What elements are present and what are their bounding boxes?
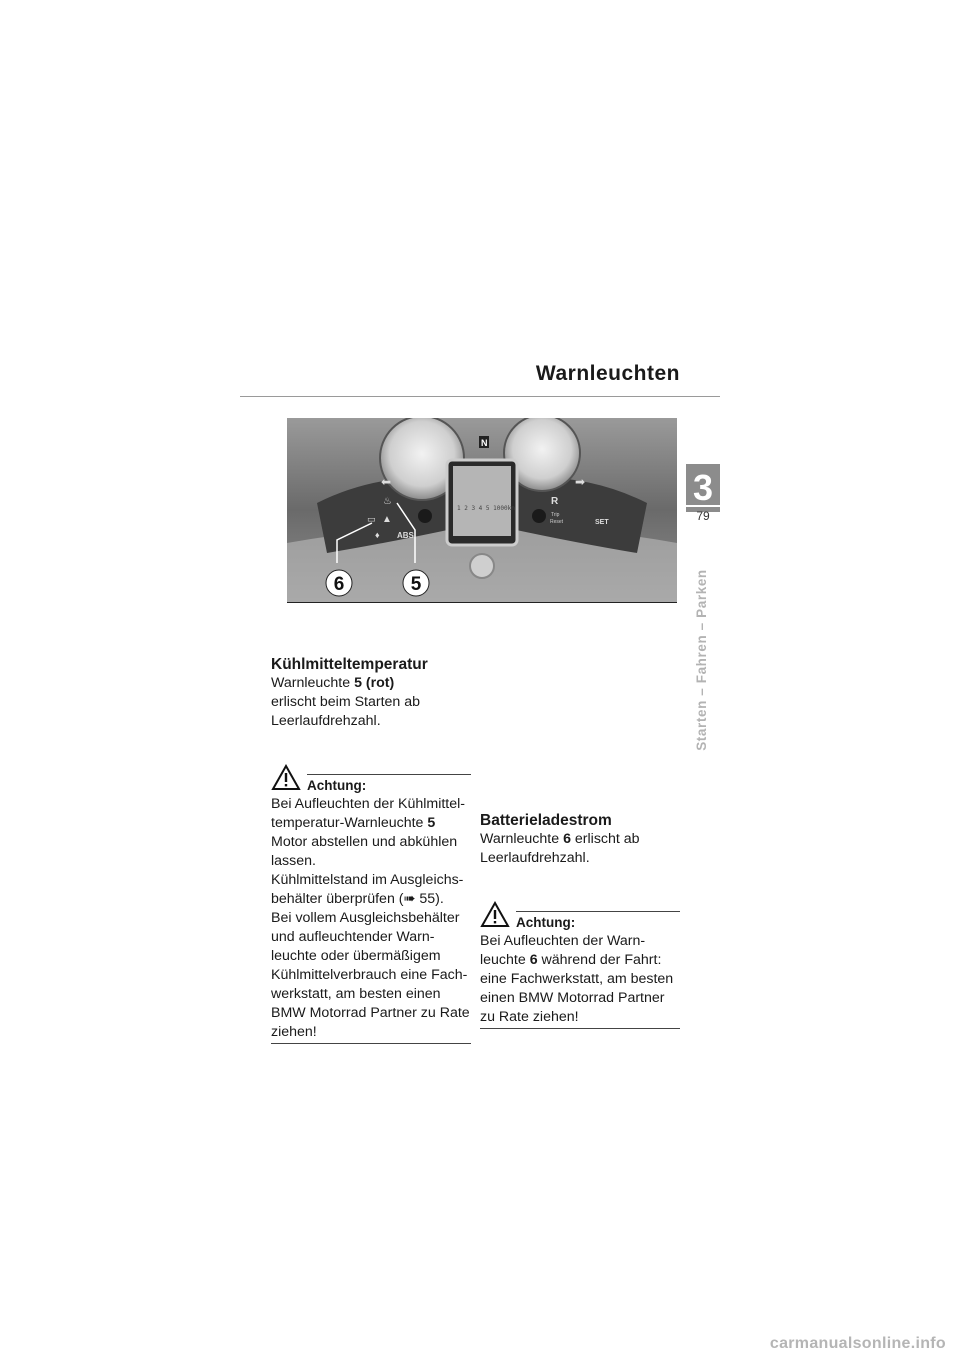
battery-warning-icon: ▭ [367,514,376,524]
warning-triangle-icon [480,901,510,928]
ignition-switch [470,554,494,578]
coolant-warning-text: temperatur-Warnleuchte [271,815,428,831]
battery-heading: Batterieladestrom [480,812,612,829]
coolant-warning-line: Kühlmittelverbrauch eine Fach- [271,967,468,983]
battery-intro-text: Warnleuchte [480,831,564,847]
coolant-intro-line1 [271,674,471,693]
coolant-intro-line2: erlischt beim Starten ab [271,694,421,710]
page-reference-arrow-icon[interactable]: ➠ [403,891,416,907]
trip-label: Trip [551,512,560,518]
coolant-warning-line [271,814,471,833]
coolant-warning-title: Achtung: [307,778,367,793]
battery-warning-line: Bei Aufleuchten der Warn- [480,933,646,949]
oil-warning-icon: ♦ [375,530,380,540]
title-divider [240,396,720,397]
warning-triangle-icon [271,764,301,791]
chapter-tab: 3 [686,464,720,512]
battery-warning-ref: 6 [529,952,538,968]
coolant-warning-line: werkstatt, am besten einen [271,986,441,1002]
battery-warning-line: zu Rate ziehen! [480,1009,579,1025]
battery-intro-line1 [480,830,680,849]
coolant-warning-line: BMW Motorrad Partner zu Rate [271,1005,470,1021]
coolant-intro-text: Warnleuchte [271,675,355,691]
figure-divider [287,602,677,603]
coolant-warning-line: Bei Aufleuchten der Kühlmittel- [271,796,466,812]
battery-warning-line: eine Fachwerkstatt, am besten [480,971,674,987]
coolant-warning-line: Bei vollem Ausgleichsbehälter [271,910,460,926]
lcd-display [453,466,511,536]
neutral-label: N [481,438,488,448]
reset-label: Reset [550,519,564,525]
left-turn-icon: ⬅ [381,475,392,489]
lcd-text: 1 2 3 4 5 1000km [457,505,515,512]
coolant-warning-line: leuchte oder übermäßigem [271,948,441,964]
coolant-warning-line: und aufleuchtender Warn- [271,929,435,945]
coolant-warning-line [271,890,471,909]
battery-intro-line2: Leerlaufdrehzahl. [480,850,590,866]
page-reference-link[interactable]: 55). [415,891,444,907]
coolant-intro-line3: Leerlaufdrehzahl. [271,713,381,729]
left-knob [418,509,432,523]
coolant-warning-line: Motor abstellen und abkühlen [271,834,458,850]
coolant-warning-ref: 5 [427,815,436,831]
coolant-warning-icon: ♨ [383,496,392,507]
battery-warning-title: Achtung: [516,915,576,930]
right-turn-icon: ➡ [575,475,586,489]
battery-intro-ref: 6 [563,831,571,847]
abs-label: ABS [397,531,414,540]
coolant-intro-ref: 5 (rot) [354,675,395,691]
chapter-section-label: Starten – Fahren – Parken [694,569,709,751]
callout-6-label: 6 [333,574,345,595]
left-column [271,656,471,1044]
warning-top-rule [516,911,680,912]
page-number: 79 [696,509,710,523]
callout-5-label: 5 [410,574,422,595]
coolant-warning-line: ziehen! [271,1024,317,1040]
battery-warning-text: leuchte [480,952,530,968]
reverse-label: R [551,496,559,507]
coolant-warning-line: Kühlmittelstand im Ausgleichs- [271,872,464,888]
coolant-warning-box [271,764,471,1044]
right-column [480,812,680,1029]
battery-warning-text: während der Fahrt: [537,952,662,968]
battery-warning-line: einen BMW Motorrad Partner [480,990,665,1006]
coolant-warning-text: behälter überprüfen ( [271,891,404,907]
right-knob [532,509,546,523]
general-warning-icon: ▲ [382,514,392,525]
coolant-heading: Kühlmitteltemperatur [271,656,428,673]
watermark: carmanualsonline.info [769,1335,946,1352]
chapter-tab-divider [686,505,720,507]
warning-top-rule [307,774,471,775]
set-label: SET [595,519,609,526]
coolant-warning-line: lassen. [271,853,316,869]
page-title: Warnleuchten [535,362,680,385]
battery-warning-line [480,951,680,970]
instrument-cluster-figure [287,418,677,602]
battery-warning-box [480,901,680,1029]
battery-intro-text: erlischt ab [570,831,640,847]
